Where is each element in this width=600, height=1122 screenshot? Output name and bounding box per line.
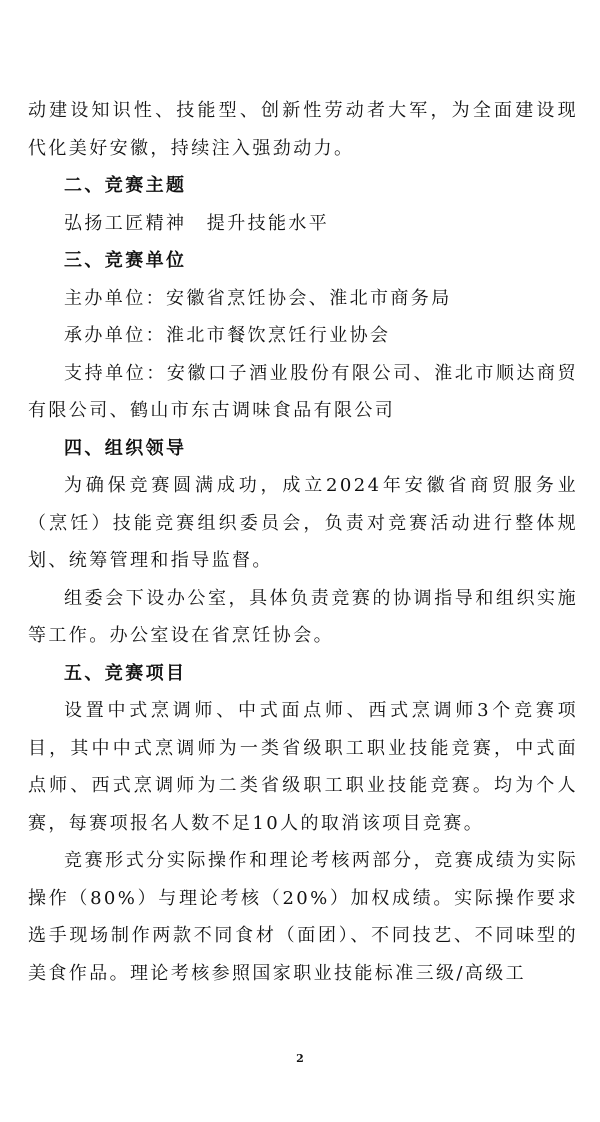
- section-heading-units: 三、竞赛单位: [64, 250, 187, 271]
- paragraph-format: 竞赛形式分实际操作和理论考核两部分，竞赛成绩为实际操作（80%）与理论考核（20%）加权成绩。实际操作要求选手现场制作两款不同食材（面团）、不同技艺、不同味型的美食作品。理论考核参照国家职业技能标准三级/高级工: [28, 850, 578, 984]
- paragraph-support-units: 支持单位：安徽口子酒业股份有限公司、淮北市顺达商贸有限公司、鹤山市东古调味食品有限公司: [28, 362, 578, 421]
- section-heading-theme: 二、竞赛主题: [64, 175, 187, 196]
- paragraph-organizer-unit: 承办单位：淮北市餐饮烹饪行业协会: [64, 325, 391, 346]
- section-heading-events: 五、竞赛项目: [64, 662, 187, 684]
- page-number: 2: [296, 1052, 304, 1065]
- paragraph-theme: 弘扬工匠精神 提升技能水平: [64, 212, 330, 234]
- paragraph-events: 设置中式烹调师、中式面点师、西式烹调师3个竞赛项目，其中中式烹调师为一类省级职工职业技能竞赛，中式面点师、西式烹调师为二类省级职工职业技能竞赛。均为个人赛，每赛项报名人数不足10人的取消该项目竞赛。: [28, 700, 578, 834]
- document-body: [28, 92, 578, 992]
- paragraph-office: 组委会下设办公室，具体负责竞赛的协调指导和组织实施等工作。办公室设在省烹饪协会。: [28, 587, 578, 646]
- paragraph-committee: 为确保竞赛圆满成功，成立2024年安徽省商贸服务业（烹饪）技能竞赛组织委员会，负责对竞赛活动进行整体规划、统筹管理和指导监督。: [28, 475, 578, 571]
- section-heading-leadership: 四、组织领导: [64, 437, 187, 459]
- paragraph-host-unit: 主办单位：安徽省烹饪协会、淮北市商务局: [64, 287, 452, 309]
- paragraph-intro-continuation: 动建设知识性、技能型、创新性劳动者大军，为全面建设现代化美好安徽，持续注入强劲动力。: [28, 100, 578, 159]
